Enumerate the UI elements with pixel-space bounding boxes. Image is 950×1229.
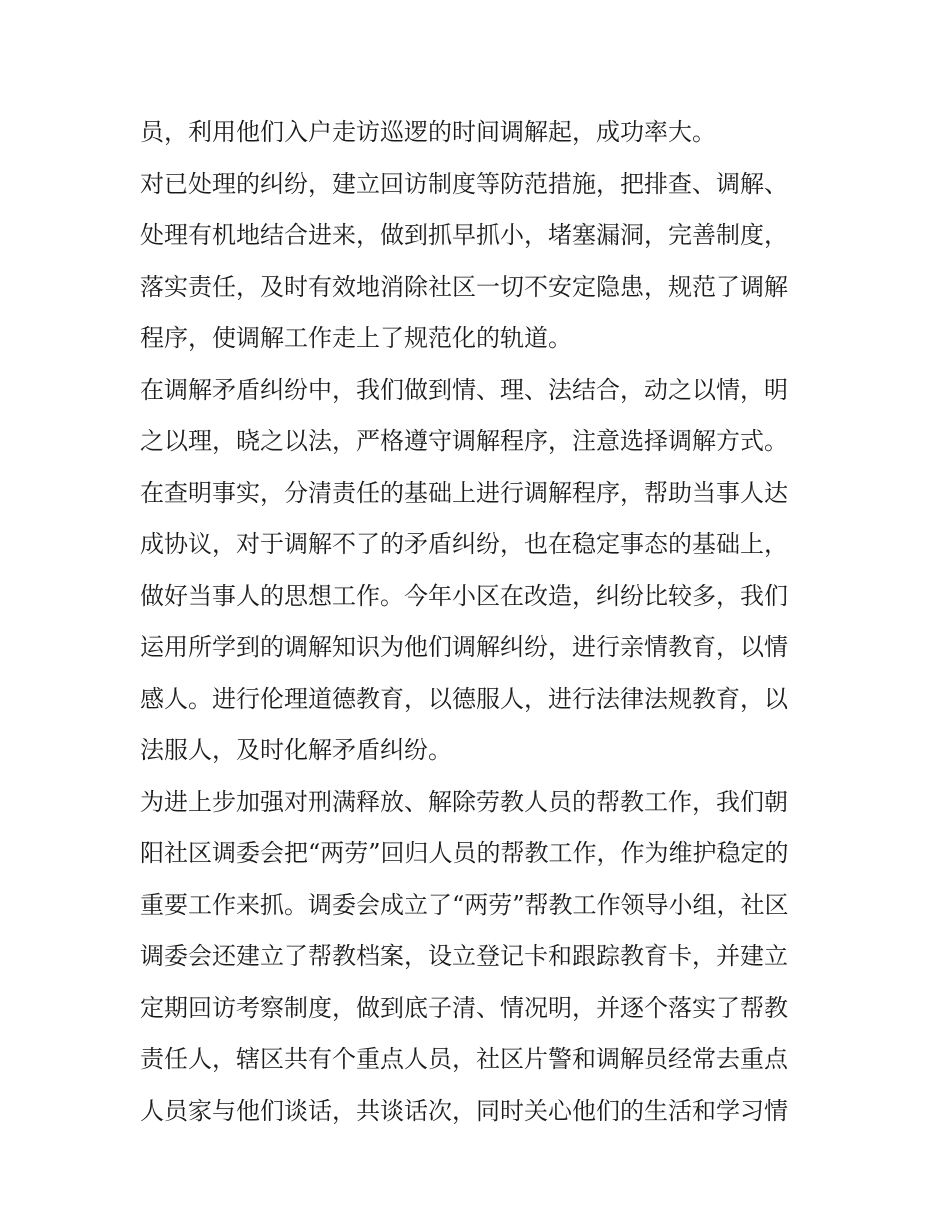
text-line: 成协议，对于调解不了的矛盾纠纷，也在稳定事态的基础上， (140, 530, 788, 558)
text-line: 法服人，及时化解矛盾纠纷。 (140, 736, 452, 764)
text-line: 对已处理的纠纷，建立回访制度等防范措施，把排查、调解、 (140, 169, 788, 198)
text-line: 之以理，晓之以法，严格遵守调解程序，注意选择调解方式。 (140, 427, 788, 455)
text-line: 为进上步加强对刑满释放、解除劳教人员的帮教工作，我们朝 (140, 787, 788, 816)
text-line: 程序，使调解工作走上了规范化的轨道。 (140, 324, 572, 352)
text-line: 做好当事人的思想工作。今年小区在改造，纠纷比较多，我们 (140, 581, 788, 610)
text-line: 在查明事实，分清责任的基础上进行调解程序，帮助当事人达 (140, 478, 788, 507)
text-line: 落实责任，及时有效地消除社区一切不安定隐患，规范了调解 (140, 272, 788, 301)
text-line: 员，利用他们入户走访巡逻的时间调解起，成功率大。 (140, 118, 716, 146)
text-line: 人员家与他们谈话，共谈话次，同时关心他们的生活和学习情 (140, 1096, 788, 1125)
text-line: 责任人，辖区共有个重点人员，社区片警和调解员经常去重点 (140, 1045, 788, 1073)
text-line: 重要工作来抓。调委会成立了“两劳”帮教工作领导小组，社区 (140, 890, 789, 919)
text-line: 在调解矛盾纠纷中，我们做到情、理、法结合，动之以情，明 (140, 375, 788, 404)
text-line: 定期回访考察制度，做到底子清、情况明，并逐个落实了帮教 (140, 993, 788, 1022)
text-line: 处理有机地结合进来，做到抓早抓小，堵塞漏洞，完善制度， (140, 221, 788, 249)
text-line: 运用所学到的调解知识为他们调解纠纷，进行亲情教育，以情 (140, 633, 788, 661)
text-line: 感人。进行伦理道德教育，以德服人，进行法律法规教育，以 (140, 684, 788, 713)
document-body (140, 107, 820, 1137)
text-line: 阳社区调委会把“两劳”回归人员的帮教工作，作为维护稳定的 (140, 839, 789, 867)
text-line: 调委会还建立了帮教档案，设立登记卡和跟踪教育卡，并建立 (140, 942, 788, 970)
